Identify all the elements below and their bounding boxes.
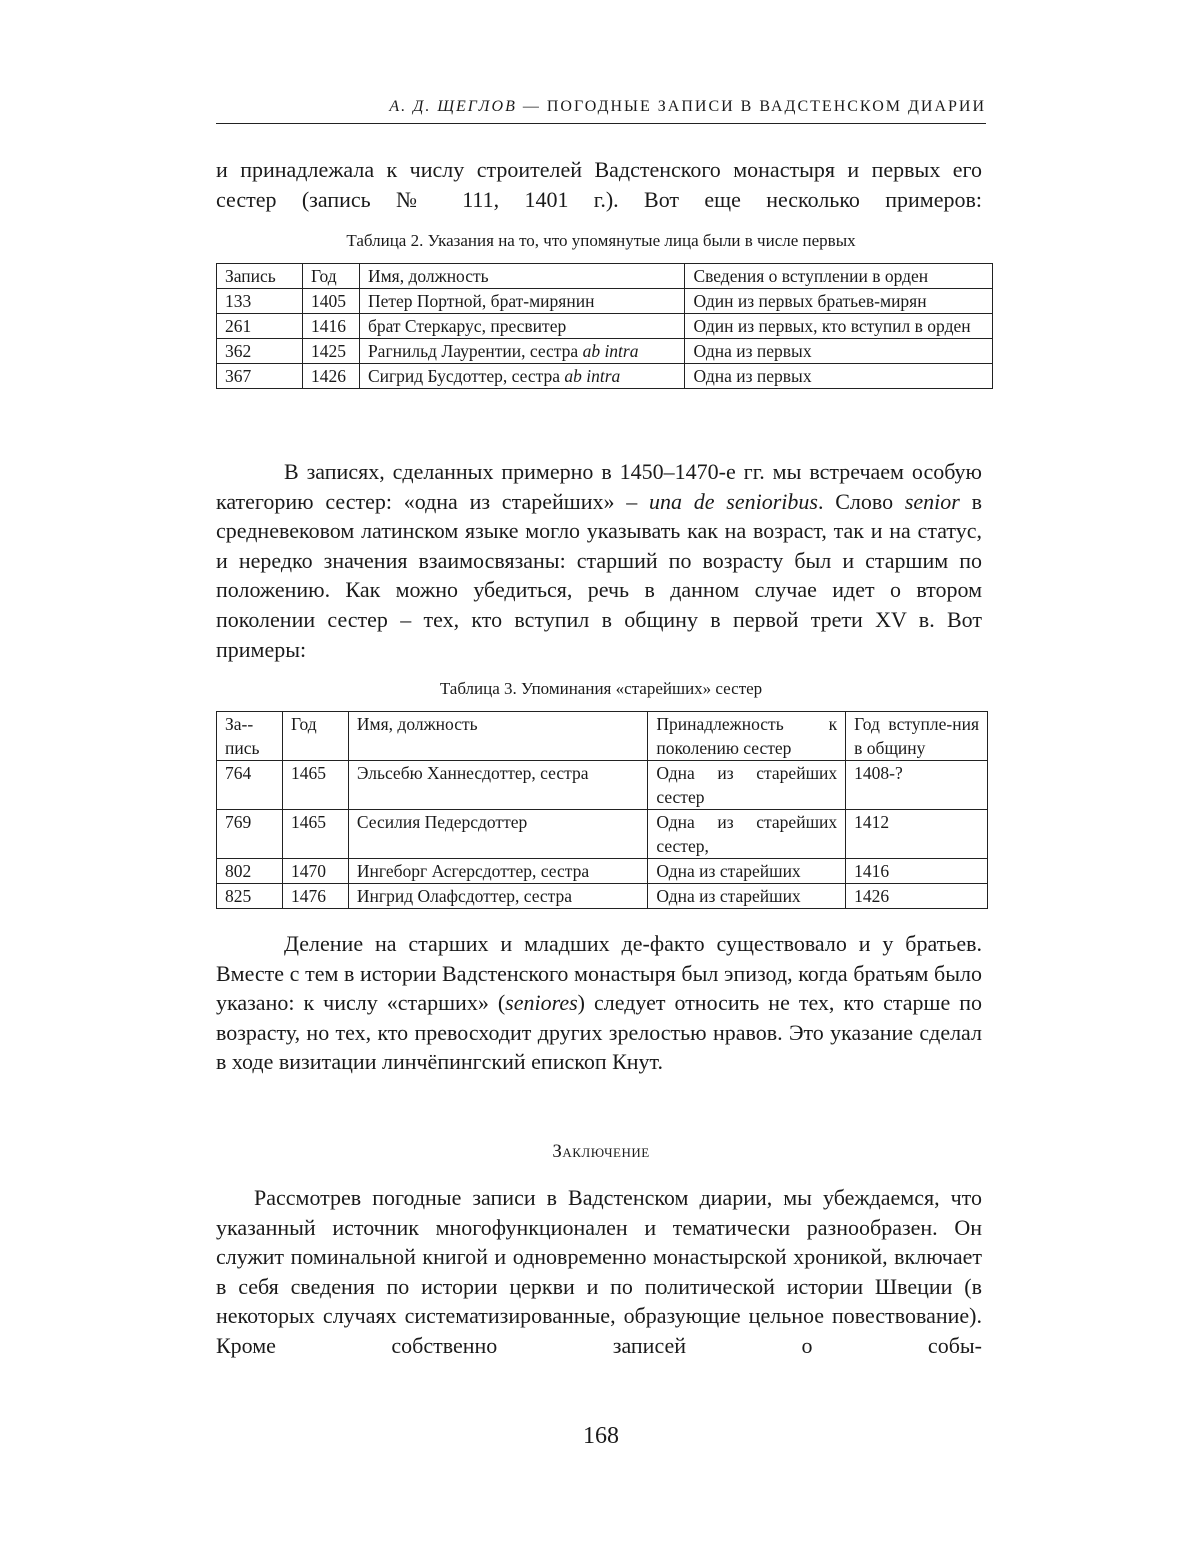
year-cell: 1425 [302, 339, 359, 364]
joined-cell: 1416 [846, 859, 988, 884]
entry-cell: 261 [217, 314, 303, 339]
table-row [217, 364, 993, 389]
entry-cell: 764 [217, 761, 283, 810]
name-cell: брат Стеркарус, пресвитер [359, 314, 685, 339]
table-3 [216, 711, 988, 909]
table-header-cell: Год вступле-ния в общину [846, 712, 988, 761]
year-cell: 1405 [302, 289, 359, 314]
table-header-cell: Запись [217, 264, 303, 289]
generation-cell: Одна из старейших [648, 884, 846, 909]
running-header [216, 98, 986, 116]
info-cell: Одна из первых [685, 339, 993, 364]
entry-cell: 362 [217, 339, 303, 364]
table-header-cell: За-пись [217, 712, 283, 761]
name-cell: Сесилия Педерсдоттер [348, 810, 647, 859]
info-cell: Одна из первых [685, 364, 993, 389]
paragraph-1: и принадлежала к числу строителей Вадстенского монастыря и первых его сестер (запись № 111, 1401 г.). Вот еще несколько примеров: [216, 157, 982, 212]
table-header-row [217, 712, 988, 761]
header-title: ПОГОДНЫЕ ЗАПИСИ В ВАДСТЕНСКОМ ДИАРИИ [546, 98, 986, 115]
header-rule [216, 123, 986, 124]
name-cell: Ингрид Олафсдоттер, сестра [348, 884, 647, 909]
table-header-cell: Год [282, 712, 348, 761]
table-row [217, 314, 993, 339]
header-separator: — [516, 98, 547, 115]
table-header-cell: Имя, должность [359, 264, 685, 289]
entry-cell: 367 [217, 364, 303, 389]
name-cell: Рагнильд Лаурентии, сестра ab intra [359, 339, 685, 364]
table-2-caption: Таблица 2. Указания на то, что упомянутые лица были в числе первых [346, 231, 856, 250]
name-cell: Эльсебю Ханнесдоттер, сестра [348, 761, 647, 810]
year-cell: 1426 [302, 364, 359, 389]
year-cell: 1416 [302, 314, 359, 339]
joined-cell: 1426 [846, 884, 988, 909]
table-row [217, 884, 988, 909]
entry-cell: 825 [217, 884, 283, 909]
table-row [217, 761, 988, 810]
table-header-row [217, 264, 993, 289]
entry-cell: 769 [217, 810, 283, 859]
generation-cell: Одна из старейших [648, 859, 846, 884]
name-cell: Сигрид Бусдоттер, сестра ab intra [359, 364, 685, 389]
header-author: А. Д. ЩЕГЛОВ [389, 98, 517, 115]
generation-cell: Одна из старейших сестер [648, 761, 846, 810]
paragraph-2: В записях, сделанных примерно в 1450–1470-е гг. мы встречаем особую категорию сестер: «одна из старейших» – una de senioribus. Слово senior в средневековом латинском языке могло указывать как на возраст, так и на статус, и нередко значения взаимосвязаны: старший по возрасту был и старшим по положению. Как можно убедиться, речь в данном случае идет о втором поколении сестер – тех, кто вступил в общину в первой трети XV в. Вот примеры: [216, 459, 982, 662]
generation-cell: Одна из старейших сестер, [648, 810, 846, 859]
info-cell: Один из первых братьев-мирян [685, 289, 993, 314]
paragraph-4: Рассмотрев погодные записи в Вадстенском диарии, мы убеждаемся, что указанный источник многофункционален и тематически разнообразен. Он служит поминальной книгой и одновременно монастырской хроникой, включает в себя сведения по истории церкви и по политической истории Швеции (в некоторых случаях систематизированные, образующие цельное повествование). Кроме собственно записей о собы- [216, 1185, 982, 1358]
table-row [217, 339, 993, 364]
entry-cell: 133 [217, 289, 303, 314]
page-number: 168 [583, 1423, 619, 1449]
entry-cell: 802 [217, 859, 283, 884]
joined-cell: 1412 [846, 810, 988, 859]
name-cell: Петер Портной, брат-мирянин [359, 289, 685, 314]
year-cell: 1465 [282, 810, 348, 859]
year-cell: 1476 [282, 884, 348, 909]
table-row [217, 289, 993, 314]
table-3-caption: Таблица 3. Упоминания «старейших» сестер [439, 679, 763, 698]
info-cell: Один из первых, кто вступил в орден [685, 314, 993, 339]
joined-cell: 1408-? [846, 761, 988, 810]
table-header-cell: Имя, должность [348, 712, 647, 761]
table-header-cell: Год [302, 264, 359, 289]
table-row [217, 859, 988, 884]
table-2 [216, 263, 993, 389]
year-cell: 1465 [282, 761, 348, 810]
paragraph-3: Деление на старших и младших де-факто существовало и у братьев. Вместе с тем в истории Вадстенского монастыря был эпизод, когда братьям было указано: к числу «старших» (seniores) следует относить не тех, кто старше по возрасту, но тех, кто превосходит других зрелостью нравов. Это указание сделал в ходе визитации линчёпингский епископ Кнут. [216, 931, 982, 1075]
section-title: Заключение [552, 1141, 650, 1162]
name-cell: Ингеборг Асгерсдоттер, сестра [348, 859, 647, 884]
table-row [217, 810, 988, 859]
table-header-cell: Сведения о вступлении в орден [685, 264, 993, 289]
document-page [216, 0, 986, 1553]
table-header-cell: Принадлежность к поколению сестер [648, 712, 846, 761]
year-cell: 1470 [282, 859, 348, 884]
